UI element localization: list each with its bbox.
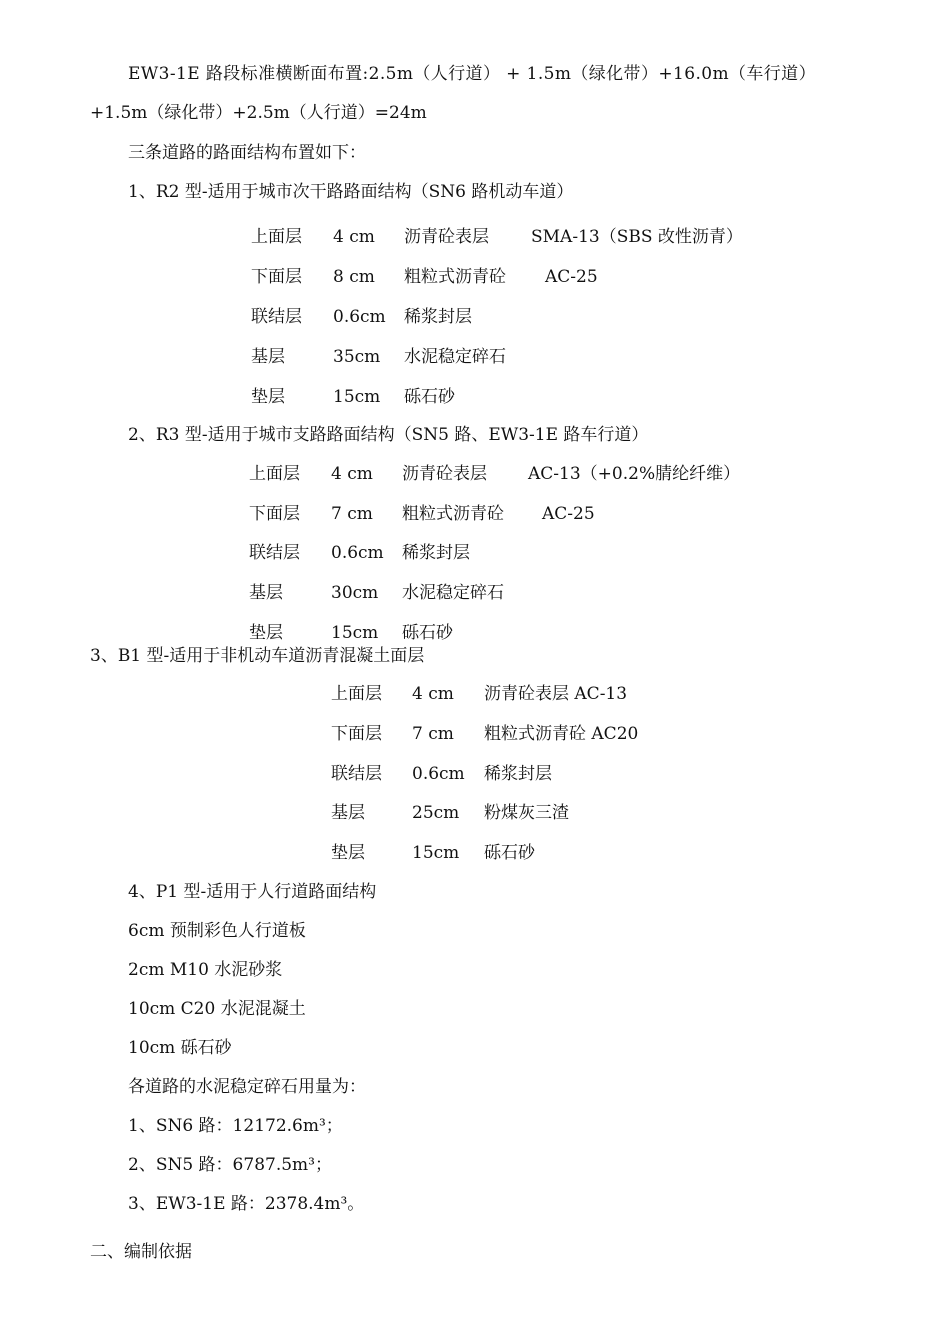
list-item: 10cm C20 水泥混凝土 — [128, 999, 306, 1019]
layer-spec: AC-25 — [545, 267, 598, 287]
layer-name: 垫层 — [249, 623, 283, 643]
layer-name: 联结层 — [249, 543, 300, 563]
layer-thickness: 7 cm — [331, 504, 373, 524]
layer-material: 沥青砼表层 AC-13 — [484, 684, 628, 704]
layer-thickness: 15cm — [331, 623, 379, 643]
layer-spec: SMA-13（SBS 改性沥青） — [531, 227, 743, 247]
layer-thickness: 4 cm — [412, 684, 454, 704]
layer-spec: AC-13（+0.2%腈纶纤维） — [528, 464, 741, 484]
layer-name: 联结层 — [331, 764, 382, 784]
layer-name: 下面层 — [249, 504, 300, 524]
layer-thickness: 15cm — [412, 843, 460, 863]
layer-name: 基层 — [331, 803, 365, 823]
layer-name: 上面层 — [331, 684, 382, 704]
layer-spec: AC-25 — [542, 504, 595, 524]
layer-material: 水泥稳定碎石 — [402, 583, 504, 603]
layer-name: 基层 — [251, 347, 285, 367]
layer-thickness: 35cm — [333, 347, 381, 367]
layer-thickness: 30cm — [331, 583, 379, 603]
cross-section-line-1: EW3-1E 路段标准横断面布置:2.5m（人行道） + 1.5m（绿化带）+16.0m（车行道） — [128, 64, 816, 84]
layer-thickness: 15cm — [333, 387, 381, 407]
r3-heading: 2、R3 型-适用于城市支路路面结构（SN5 路、EW3-1E 路车行道） — [128, 425, 649, 445]
layer-thickness: 4 cm — [331, 464, 373, 484]
cross-section-line-2: +1.5m（绿化带）+2.5m（人行道）=24m — [90, 103, 427, 123]
layer-thickness: 8 cm — [333, 267, 375, 287]
list-item: 6cm 预制彩色人行道板 — [128, 921, 306, 941]
layer-thickness: 0.6cm — [412, 764, 465, 784]
layer-material: 沥青砼表层 — [404, 227, 489, 247]
pavement-intro: 三条道路的路面结构布置如下： — [128, 143, 366, 163]
layer-name: 下面层 — [251, 267, 302, 287]
layer-material: 粉煤灰三渣 — [484, 803, 569, 823]
layer-thickness: 25cm — [412, 803, 460, 823]
layer-thickness: 0.6cm — [331, 543, 384, 563]
layer-material: 砾石砂 — [484, 843, 535, 863]
layer-material: 稀浆封层 — [484, 764, 552, 784]
layer-name: 联结层 — [251, 307, 302, 327]
usage-heading: 各道路的水泥稳定碎石用量为： — [128, 1077, 366, 1097]
layer-name: 下面层 — [331, 724, 382, 744]
section-2-heading: 二、编制依据 — [90, 1242, 192, 1262]
layer-material: 稀浆封层 — [402, 543, 470, 563]
layer-thickness: 4 cm — [333, 227, 375, 247]
layer-material: 粗粒式沥青砼 AC20 — [484, 724, 639, 744]
layer-name: 上面层 — [249, 464, 300, 484]
b1-heading: 3、B1 型-适用于非机动车道沥青混凝土面层 — [90, 646, 425, 666]
list-item: 3、EW3-1E 路：2378.4m³。 — [128, 1194, 365, 1214]
layer-thickness: 7 cm — [412, 724, 454, 744]
layer-material: 砾石砂 — [402, 623, 453, 643]
layer-name: 基层 — [249, 583, 283, 603]
list-item: 2、SN5 路：6787.5m³； — [128, 1155, 332, 1175]
p1-heading: 4、P1 型-适用于人行道路面结构 — [128, 882, 377, 902]
layer-material: 粗粒式沥青砼 — [404, 267, 506, 287]
layer-name: 垫层 — [251, 387, 285, 407]
list-item: 10cm 砾石砂 — [128, 1038, 232, 1058]
list-item: 1、SN6 路：12172.6m³； — [128, 1116, 343, 1136]
layer-material: 稀浆封层 — [404, 307, 472, 327]
layer-material: 砾石砂 — [404, 387, 455, 407]
layer-thickness: 0.6cm — [333, 307, 386, 327]
layer-material: 水泥稳定碎石 — [404, 347, 506, 367]
layer-name: 垫层 — [331, 843, 365, 863]
layer-material: 沥青砼表层 — [402, 464, 487, 484]
r2-heading: 1、R2 型-适用于城市次干路路面结构（SN6 路机动车道） — [128, 182, 574, 202]
layer-material: 粗粒式沥青砼 — [402, 504, 504, 524]
list-item: 2cm M10 水泥砂浆 — [128, 960, 283, 980]
layer-name: 上面层 — [251, 227, 302, 247]
